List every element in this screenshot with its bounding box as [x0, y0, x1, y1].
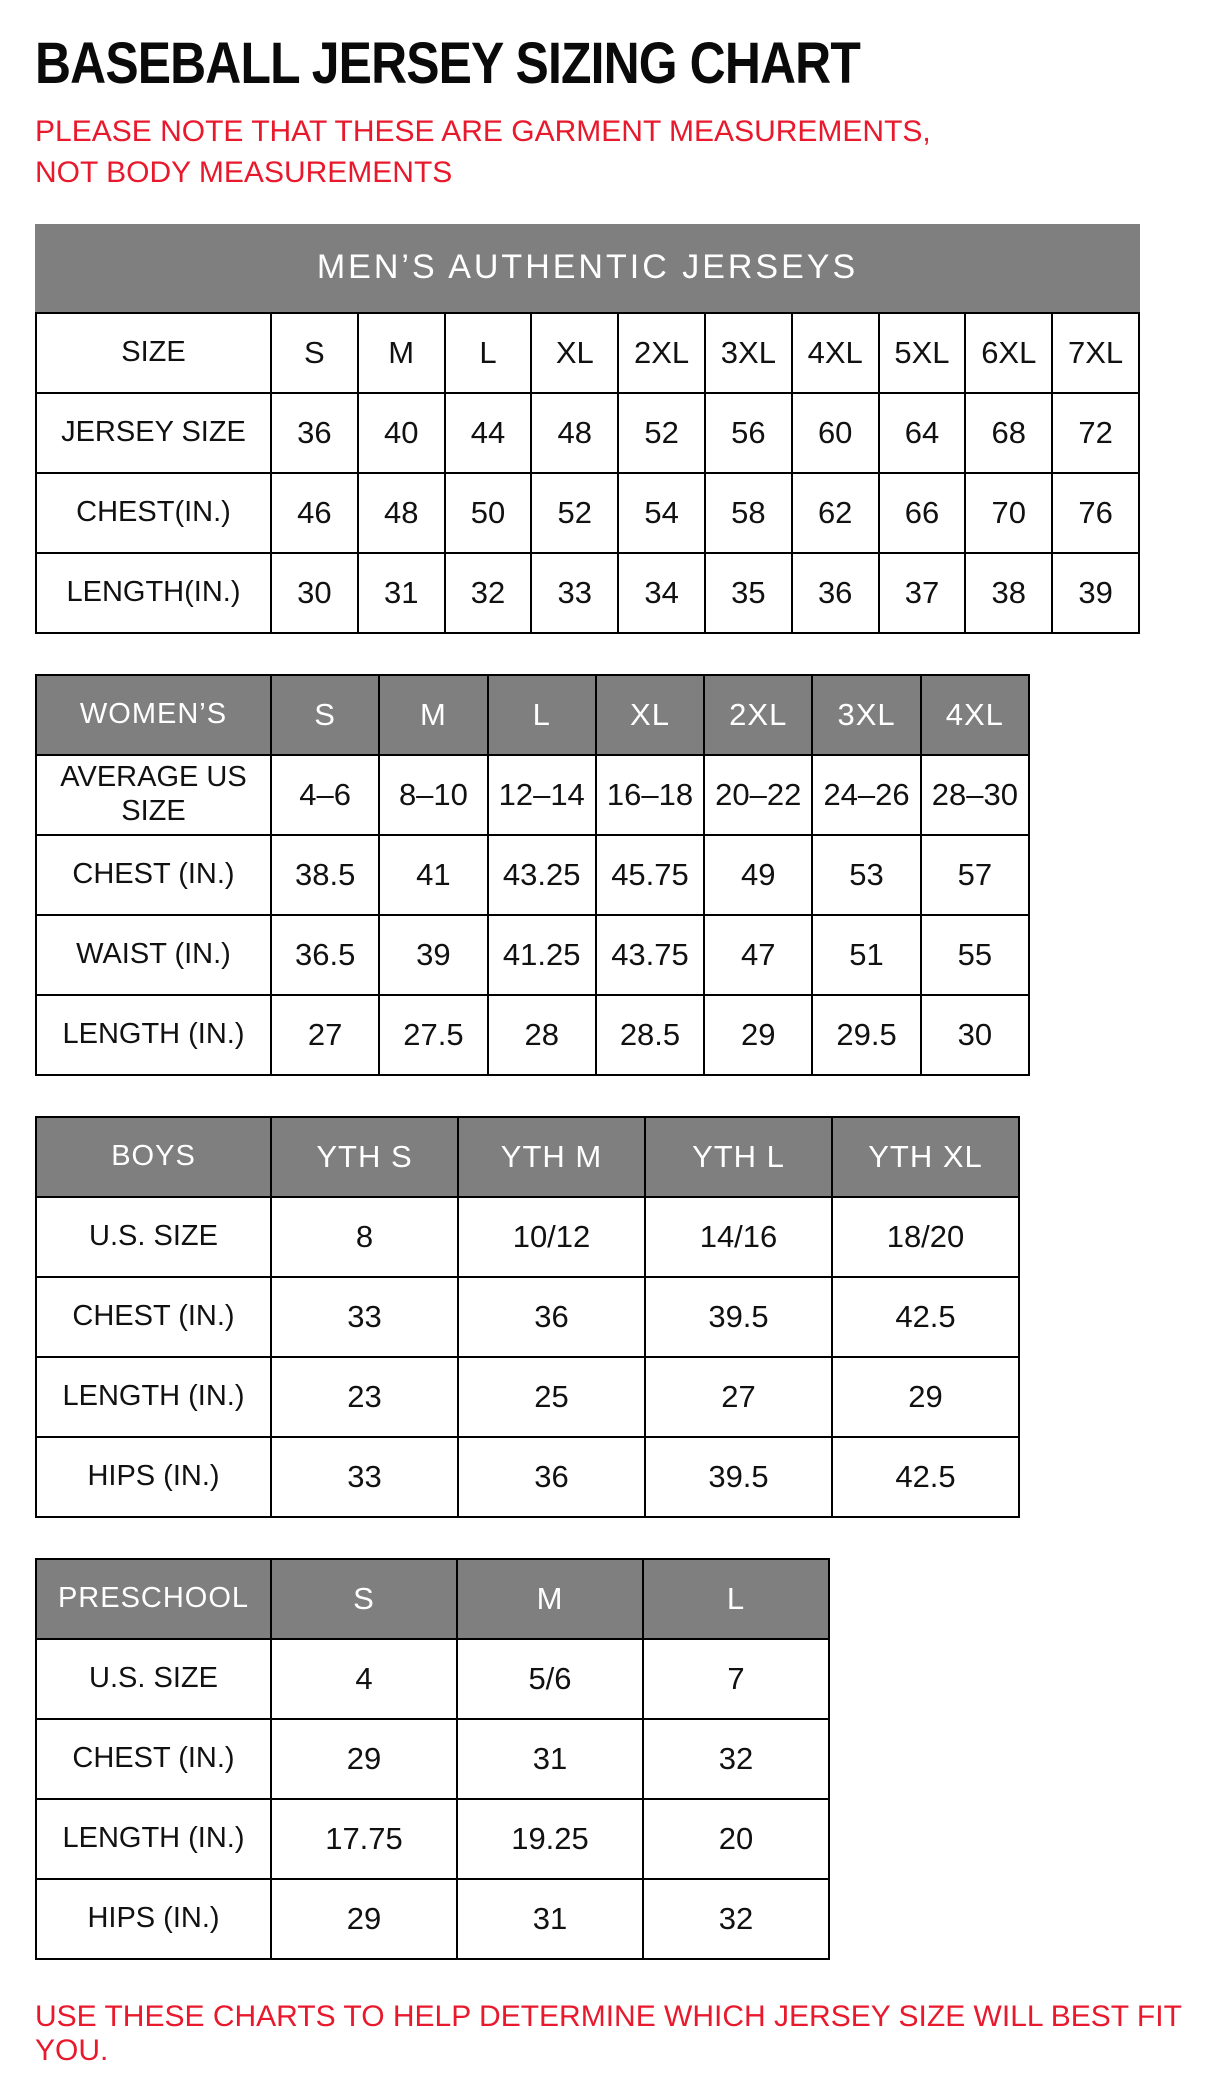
value-cell: 19.25 — [457, 1799, 643, 1879]
column-header-cell: S — [271, 1559, 457, 1639]
column-header-cell: 7XL — [1052, 313, 1139, 393]
value-cell: 39.5 — [645, 1437, 832, 1517]
value-cell: 23 — [271, 1357, 458, 1437]
value-cell: 28.5 — [596, 995, 704, 1075]
value-cell: 29 — [271, 1879, 457, 1959]
value-cell: 44 — [445, 393, 532, 473]
column-header-cell: 3XL — [812, 675, 920, 755]
value-cell: 29 — [271, 1719, 457, 1799]
value-cell: 34 — [618, 553, 705, 633]
row-label-cell: U.S. SIZE — [36, 1197, 271, 1277]
row-label-cell: CHEST (IN.) — [36, 1277, 271, 1357]
row-label-cell: JERSEY SIZE — [36, 393, 271, 473]
value-cell: 25 — [458, 1357, 645, 1437]
value-cell: 14/16 — [645, 1197, 832, 1277]
value-cell: 18/20 — [832, 1197, 1019, 1277]
value-cell: 48 — [358, 473, 445, 553]
row-label-cell: U.S. SIZE — [36, 1639, 271, 1719]
value-cell: 16–18 — [596, 755, 704, 835]
value-cell: 5/6 — [457, 1639, 643, 1719]
column-header-cell: 2XL — [704, 675, 812, 755]
value-cell: 76 — [1052, 473, 1139, 553]
garment-measurements-note: PLEASE NOTE THAT THESE ARE GARMENT MEASUREMENTS, NOT BODY MEASUREMENTS — [35, 115, 931, 190]
value-cell: 27.5 — [379, 995, 487, 1075]
value-cell: 60 — [792, 393, 879, 473]
value-cell: 24–26 — [812, 755, 920, 835]
value-cell: 68 — [965, 393, 1052, 473]
row-label-cell: CHEST(IN.) — [36, 473, 271, 553]
value-cell: 36 — [458, 1437, 645, 1517]
boys-size-table — [35, 1116, 1020, 1518]
value-cell: 41.25 — [488, 915, 596, 995]
value-cell: 8 — [271, 1197, 458, 1277]
value-cell: 56 — [705, 393, 792, 473]
womens-section — [35, 674, 1185, 1076]
value-cell: 33 — [531, 553, 618, 633]
column-header-cell: L — [643, 1559, 829, 1639]
value-cell: 31 — [457, 1879, 643, 1959]
value-cell: 27 — [271, 995, 379, 1075]
column-header-cell: 4XL — [921, 675, 1029, 755]
column-header-cell: 2XL — [618, 313, 705, 393]
row-label-cell: CHEST (IN.) — [36, 835, 271, 915]
value-cell: 31 — [358, 553, 445, 633]
column-header-cell: 3XL — [705, 313, 792, 393]
value-cell: 53 — [812, 835, 920, 915]
value-cell: 43.25 — [488, 835, 596, 915]
value-cell: 32 — [643, 1719, 829, 1799]
column-header-cell: M — [358, 313, 445, 393]
value-cell: 36 — [458, 1277, 645, 1357]
value-cell: 39.5 — [645, 1277, 832, 1357]
womens-size-table — [35, 674, 1030, 1076]
row-label-cell: LENGTH(IN.) — [36, 553, 271, 633]
value-cell: 32 — [643, 1879, 829, 1959]
mens-section — [35, 224, 1185, 634]
value-cell: 52 — [531, 473, 618, 553]
value-cell: 58 — [705, 473, 792, 553]
value-cell: 41 — [379, 835, 487, 915]
mens-size-table — [35, 312, 1140, 634]
value-cell: 72 — [1052, 393, 1139, 473]
value-cell: 39 — [379, 915, 487, 995]
column-header-cell: 6XL — [965, 313, 1052, 393]
value-cell: 50 — [445, 473, 532, 553]
value-cell: 62 — [792, 473, 879, 553]
value-cell: 42.5 — [832, 1277, 1019, 1357]
page-title: BASEBALL JERSEY SIZING CHART — [35, 31, 860, 96]
column-header-cell: XL — [596, 675, 704, 755]
value-cell: 31 — [457, 1719, 643, 1799]
value-cell: 55 — [921, 915, 1029, 995]
value-cell: 57 — [921, 835, 1029, 915]
value-cell: 36.5 — [271, 915, 379, 995]
value-cell: 46 — [271, 473, 358, 553]
value-cell: 66 — [879, 473, 966, 553]
mens-banner: MEN’S AUTHENTIC JERSEYS — [35, 224, 1140, 312]
value-cell: 32 — [445, 553, 532, 633]
row-label-cell: HIPS (IN.) — [36, 1437, 271, 1517]
value-cell: 30 — [921, 995, 1029, 1075]
value-cell: 39 — [1052, 553, 1139, 633]
value-cell: 29.5 — [812, 995, 920, 1075]
column-header-cell: L — [445, 313, 532, 393]
row-label-cell: WAIST (IN.) — [36, 915, 271, 995]
value-cell: 4 — [271, 1639, 457, 1719]
value-cell: 40 — [358, 393, 445, 473]
column-header-cell: YTH M — [458, 1117, 645, 1197]
column-header-cell: S — [271, 313, 358, 393]
value-cell: 29 — [832, 1357, 1019, 1437]
value-cell: 42.5 — [832, 1437, 1019, 1517]
value-cell: 45.75 — [596, 835, 704, 915]
value-cell: 51 — [812, 915, 920, 995]
value-cell: 49 — [704, 835, 812, 915]
value-cell: 43.75 — [596, 915, 704, 995]
value-cell: 33 — [271, 1437, 458, 1517]
column-header-cell: YTH XL — [832, 1117, 1019, 1197]
value-cell: 27 — [645, 1357, 832, 1437]
column-header-cell: BOYS — [36, 1117, 271, 1197]
value-cell: 54 — [618, 473, 705, 553]
value-cell: 70 — [965, 473, 1052, 553]
row-label-cell: HIPS (IN.) — [36, 1879, 271, 1959]
boys-section — [35, 1116, 1185, 1518]
value-cell: 35 — [705, 553, 792, 633]
footer-note: USE THESE CHARTS TO HELP DETERMINE WHICH JERSEY SIZE WILL BEST FIT YOU. — [35, 1999, 1182, 2067]
value-cell: 28 — [488, 995, 596, 1075]
column-header-cell: XL — [531, 313, 618, 393]
column-header-cell: YTH S — [271, 1117, 458, 1197]
column-header-cell: M — [457, 1559, 643, 1639]
row-label-cell: LENGTH (IN.) — [36, 995, 271, 1075]
column-header-cell: 4XL — [792, 313, 879, 393]
value-cell: 37 — [879, 553, 966, 633]
value-cell: 10/12 — [458, 1197, 645, 1277]
row-label-cell: CHEST (IN.) — [36, 1719, 271, 1799]
value-cell: 30 — [271, 553, 358, 633]
value-cell: 4–6 — [271, 755, 379, 835]
column-header-cell: L — [488, 675, 596, 755]
row-label-cell: LENGTH (IN.) — [36, 1799, 271, 1879]
value-cell: 38 — [965, 553, 1052, 633]
value-cell: 64 — [879, 393, 966, 473]
preschool-section — [35, 1558, 1185, 1960]
preschool-size-table — [35, 1558, 830, 1960]
row-label-cell: LENGTH (IN.) — [36, 1357, 271, 1437]
column-header-cell: PRESCHOOL — [36, 1559, 271, 1639]
value-cell: 7 — [643, 1639, 829, 1719]
column-header-cell: YTH L — [645, 1117, 832, 1197]
value-cell: 20–22 — [704, 755, 812, 835]
value-cell: 12–14 — [488, 755, 596, 835]
value-cell: 29 — [704, 995, 812, 1075]
column-header-cell: SIZE — [36, 313, 271, 393]
row-label-cell: AVERAGE US SIZE — [36, 755, 271, 835]
value-cell: 36 — [792, 553, 879, 633]
value-cell: 36 — [271, 393, 358, 473]
value-cell: 28–30 — [921, 755, 1029, 835]
column-header-cell: S — [271, 675, 379, 755]
value-cell: 17.75 — [271, 1799, 457, 1879]
column-header-cell: M — [379, 675, 487, 755]
value-cell: 8–10 — [379, 755, 487, 835]
value-cell: 52 — [618, 393, 705, 473]
value-cell: 33 — [271, 1277, 458, 1357]
value-cell: 48 — [531, 393, 618, 473]
value-cell: 20 — [643, 1799, 829, 1879]
value-cell: 47 — [704, 915, 812, 995]
value-cell: 38.5 — [271, 835, 379, 915]
column-header-cell: 5XL — [879, 313, 966, 393]
column-header-cell: WOMEN’S — [36, 675, 271, 755]
